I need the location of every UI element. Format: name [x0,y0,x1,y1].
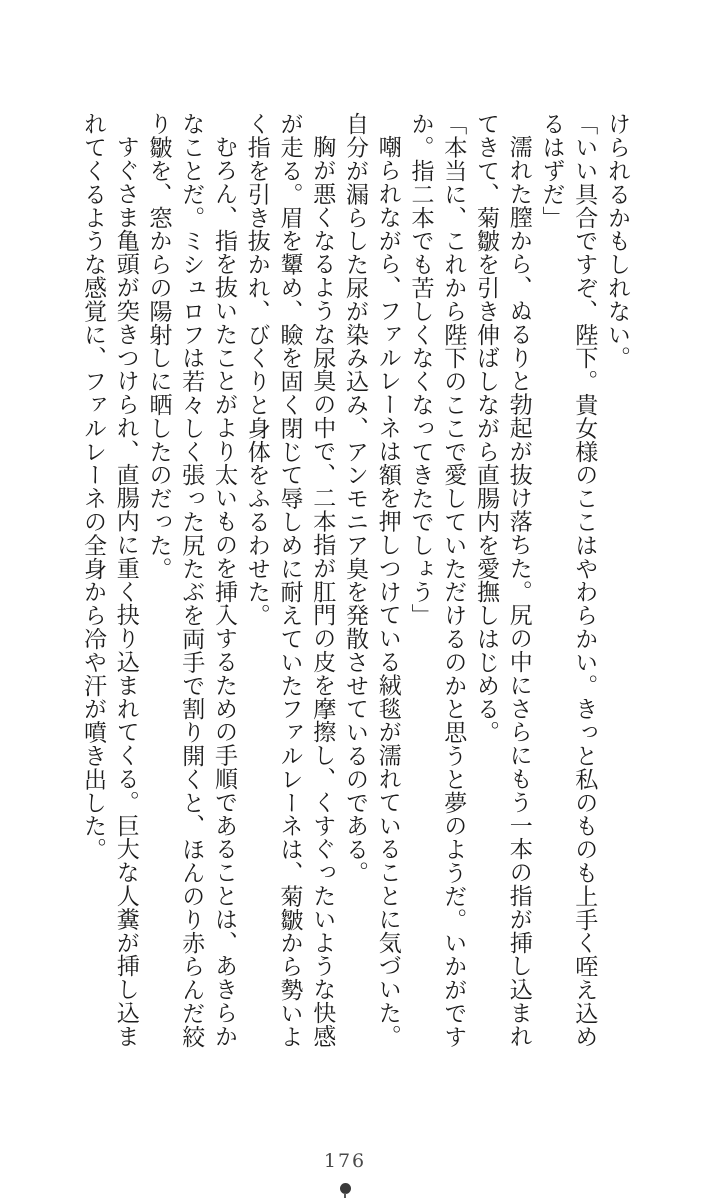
paragraph: すぐさま亀頭が突きつけられ、直腸内に重く抉り込まれてくる。巨大な人糞が挿し込まれてくるような感覚に、ファルレーネの全身から冷や汗が噴き出した。 [80,112,139,1048]
page-number: 176 [323,1150,367,1172]
dot-ornament-icon [340,1183,351,1194]
paragraph: 「いい具合ですぞ、陛下。貴女様のここはやわらかい。きっと私のものも上手く咥え込めるはずだ」 [538,112,598,1048]
paragraph: けられるかもしれない。 [604,112,630,370]
paragraph: むろん、指を抜いたことがより太いものを挿入するための手順であることは、あきらかなことだ。ミシュロフは若々しく張った尻たぶを両手で割り開くと、ほんのり赤らんだ絞り皺を、窓からの陽射しに晒したのだった。 [145,112,237,1048]
paragraph: 濡れた膣から、ぬるりと勃起が抜け落ちた。尻の中にさらにもう一本の指が挿し込まれてきて、菊皺を引き伸ばしながら直腸内を愛撫しはじめる。 [473,112,532,1048]
paragraph: 「本当に、これから陛下のここで愛していただけるのかと思うと夢のようだ。いかがですか。指二本でも苦しくなくなってきたでしょう」 [407,112,467,1048]
vertical-text-block [76,112,633,1057]
paragraph: 胸が悪くなるような尿臭の中で、二本指が肛門の皮を摩擦し、くすぐったいような快感が走る。眉を顰め、瞼を固く閉じて辱しめに耐えていたファルレーネは、菊皺から勢いよく指を引き抜かれ、びくりと身体をふるわせた。 [243,112,336,1048]
paragraph: 嘲られながら、ファルレーネは額を押しつけている絨毯が濡れていることに気づいた。自分が漏らした尿が染み込み、アンモニア臭を発散させているのである。 [342,112,401,1048]
